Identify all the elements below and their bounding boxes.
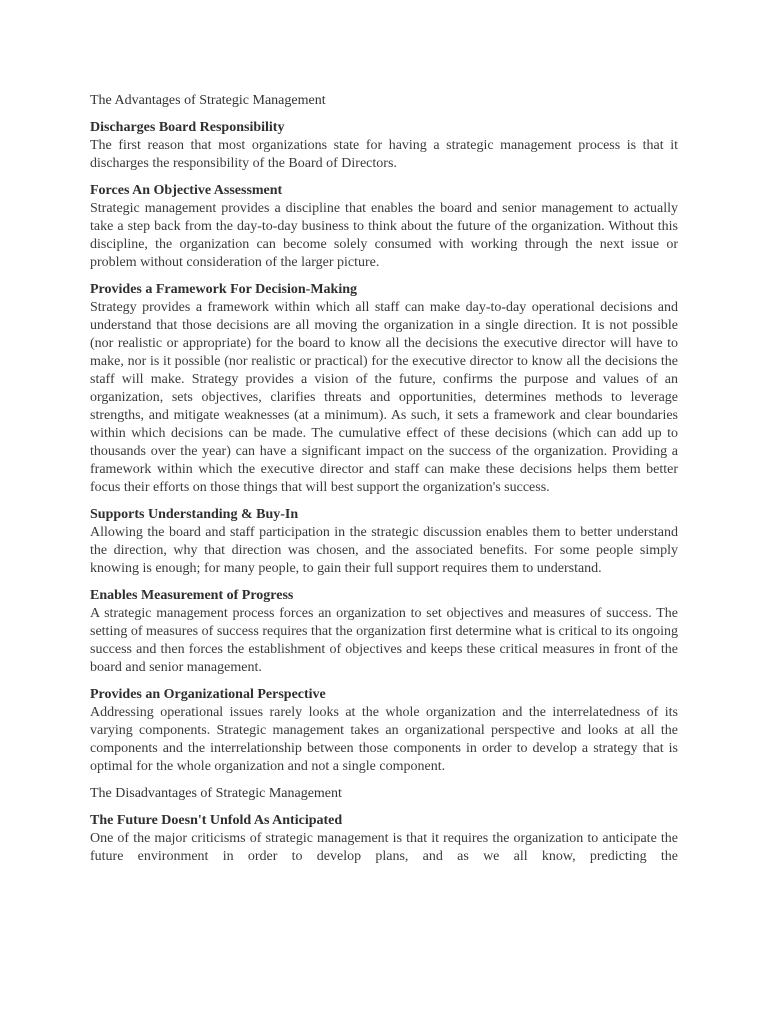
section-heading-organizational-perspective: Provides an Organizational Perspective	[90, 687, 326, 702]
section-body-discharges-board-responsibility: The first reason that most organizations state for having a strategic management process is that it discharges the responsibility of the Board of Directors.	[90, 138, 678, 171]
section-supports-understanding-buy-in	[90, 506, 678, 578]
section-heading-framework-for-decision-making: Provides a Framework For Decision-Making	[90, 282, 358, 297]
section-heading-supports-understanding-buy-in: Supports Understanding & Buy-In	[90, 507, 299, 522]
section-heading-discharges-board-responsibility: Discharges Board Responsibility	[90, 120, 285, 135]
section-heading-forces-objective-assessment: Forces An Objective Assessment	[90, 183, 283, 198]
advantages-title: The Advantages of Strategic Management	[90, 93, 326, 108]
section-body-organizational-perspective: Addressing operational issues rarely looks at the whole organization and the interrelatedness of its varying components. Strategic management takes an organizational perspective and looks at all the components and the interrelationship between those components in order to develop a strategy that is optimal for the whole organization and not a single component.	[90, 705, 678, 774]
section-body-enables-measurement-of-progress: A strategic management process forces an organization to set objectives and measures of success. The setting of measures of success requires that the organization first determine what is critical to its ongoing success and then forces the establishment of objectives and keeps these critical measures in front of the board and senior management.	[90, 606, 678, 675]
section-heading-enables-measurement-of-progress: Enables Measurement of Progress	[90, 588, 294, 603]
section-body-forces-objective-assessment: Strategic management provides a discipline that enables the board and senior management to actually take a step back from the day-to-day business to think about the future of the organization. Without this discipline, the organization can become solely consumed with working through the next issue or problem without consideration of the larger picture.	[90, 201, 678, 270]
section-body-framework-for-decision-making: Strategy provides a framework within which all staff can make day-to-day operational decisions and understand that those decisions are all moving the organization in a single direction. It is not possible (nor realistic or appropriate) for the board to know all the decisions the executive director will have to make, nor is it possible (nor realistic or practical) for the executive director to know all the decisions the staff will make. Strategy provides a vision of the future, confirms the purpose and values of an organization, sets objectives, clarifies threats and opportunities, determines methods to leverage strengths, and mitigate weaknesses (at a minimum). As such, it sets a framework and clear boundaries within which decisions can be made. The cumulative effect of these decisions (which can add up to thousands over the year) can have a significant impact on the success of the organization. Providing a framework within which the executive director and staff can make these decisions helps them better focus their efforts on those things that will best support the organization's success.	[90, 300, 678, 495]
section-enables-measurement-of-progress	[90, 587, 678, 677]
section-forces-objective-assessment	[90, 182, 678, 272]
section-discharges-board-responsibility	[90, 119, 678, 173]
section-framework-for-decision-making	[90, 281, 678, 497]
section-heading-future-doesnt-unfold: The Future Doesn't Unfold As Anticipated	[90, 813, 343, 828]
section-future-doesnt-unfold	[90, 812, 678, 866]
section-organizational-perspective	[90, 686, 678, 776]
section-body-supports-understanding-buy-in: Allowing the board and staff participation in the strategic discussion enables them to better understand the direction, why that direction was chosen, and the associated benefits. For some people simply knowing is enough; for many people, to gain their full support requires them to understand.	[90, 525, 678, 576]
disadvantages-title: The Disadvantages of Strategic Management	[90, 786, 342, 801]
section-body-future-doesnt-unfold: One of the major criticisms of strategic management is that it requires the organization to anticipate the future environment in order to develop plans, and as we all know, predicting the	[90, 831, 678, 864]
